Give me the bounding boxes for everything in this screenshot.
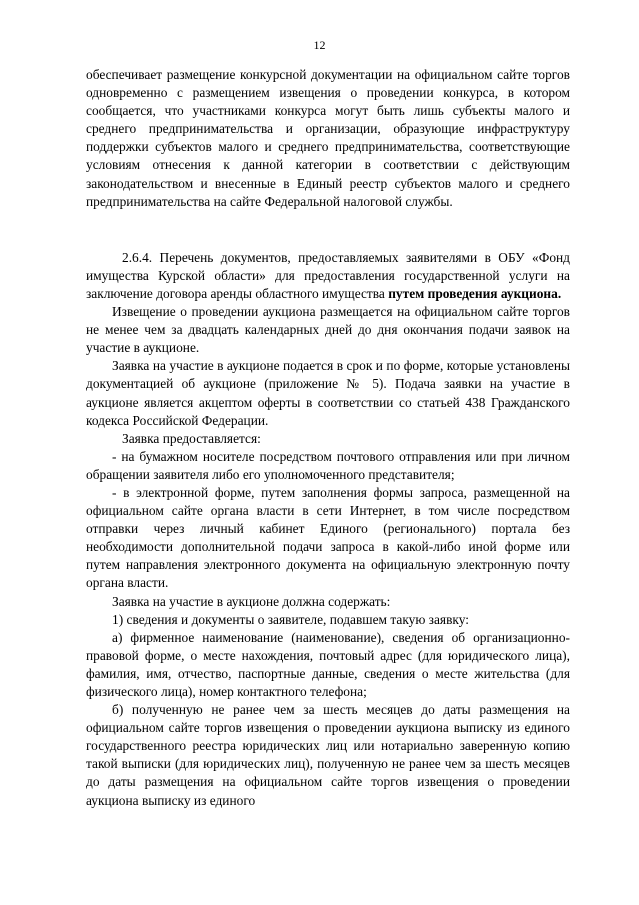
paragraph-application-terms: Заявка на участие в аукционе подается в срок и по форме, которые установлены документацией об аукционе (приложение № 5). Подача заявки на участие в аукционе является акцептом оферты в соответствии со статьей 438 Гражданского кодекса Российской Федерации. (86, 358, 570, 428)
list-item-electronic: - в электронной форме, путем заполнения формы запроса, размещенной на официальном сайте органа власти в сети Интернет, в том числе посредством отправки через личный кабинет Единого (регионального) портала без необходимости дополнительной подачи запроса в какой-либо иной форме или путем направления электронного документа на официальную электронную почту органа власти. (86, 484, 570, 591)
paragraph-application-content: Заявка на участие в аукционе должна содержать: (112, 593, 391, 609)
list-item-1b: б) полученную не ранее чем за шесть месяцев до даты размещения на официальном сайте торгов извещения о проведении аукциона выписку из единого государственного реестра юридических лиц или нотариально заверенную копию такой выписки (для юридических лиц), полученную не ранее чем за шесть месяцев до даты размещения на официальном сайте торгов извещения о проведении аукциона выписку из единого (86, 702, 570, 808)
section-heading-text: 2.6.4. Перечень документов, предоставляемых заявителями в ОБУ «Фонд имущества Курской области» для предоставления государственной услуги на заключение договора аренды областного имущества (86, 249, 570, 301)
paragraph-notice: Извещение о проведении аукциона размещается на официальном сайте торгов не менее чем за двадцать календарных дней до дня окончания подачи заявок на участие в аукционе. (86, 304, 570, 356)
paragraph-conclusion: обеспечивает размещение конкурсной документации на официальном сайте торгов одновременно с размещением извещения о проведении конкурса, в котором сообщается, что участниками конкурса могут быть лишь субъекты малого и среднего предпринимательства и организации, образующие инфраструктуру поддержки субъектов малого и среднего предпринимательства, соответствующие условиям отнесения к данной категории в соответствии с действующим законодательством и внесенные в Единый реестр субъектов малого и среднего предпринимательства на сайте Федеральной налоговой службы. (86, 67, 570, 209)
section-gap (86, 211, 570, 249)
list-item-1a: а) фирменное наименование (наименование), сведения об организационно-правовой форме, о месте нахождения, почтовый адрес (для юридического лица), фамилия, имя, отчество, паспортные данные, сведения о месте жительства (для физического лица), номер контактного телефона; (86, 629, 570, 699)
section-heading-2-6-4 (86, 249, 570, 303)
list-item-paper: - на бумажном носителе посредством почтового отправления или при личном обращении заявителя либо его уполномоченного представителя; (86, 448, 570, 482)
paragraph-application-submitted: Заявка предоставляется: (122, 430, 261, 446)
section-heading-bold: путем проведения аукциона. (388, 285, 562, 301)
document-body (86, 66, 570, 810)
list-item-1: 1) сведения и документы о заявителе, подавшем такую заявку: (112, 611, 469, 627)
page-number: 12 (313, 38, 326, 52)
